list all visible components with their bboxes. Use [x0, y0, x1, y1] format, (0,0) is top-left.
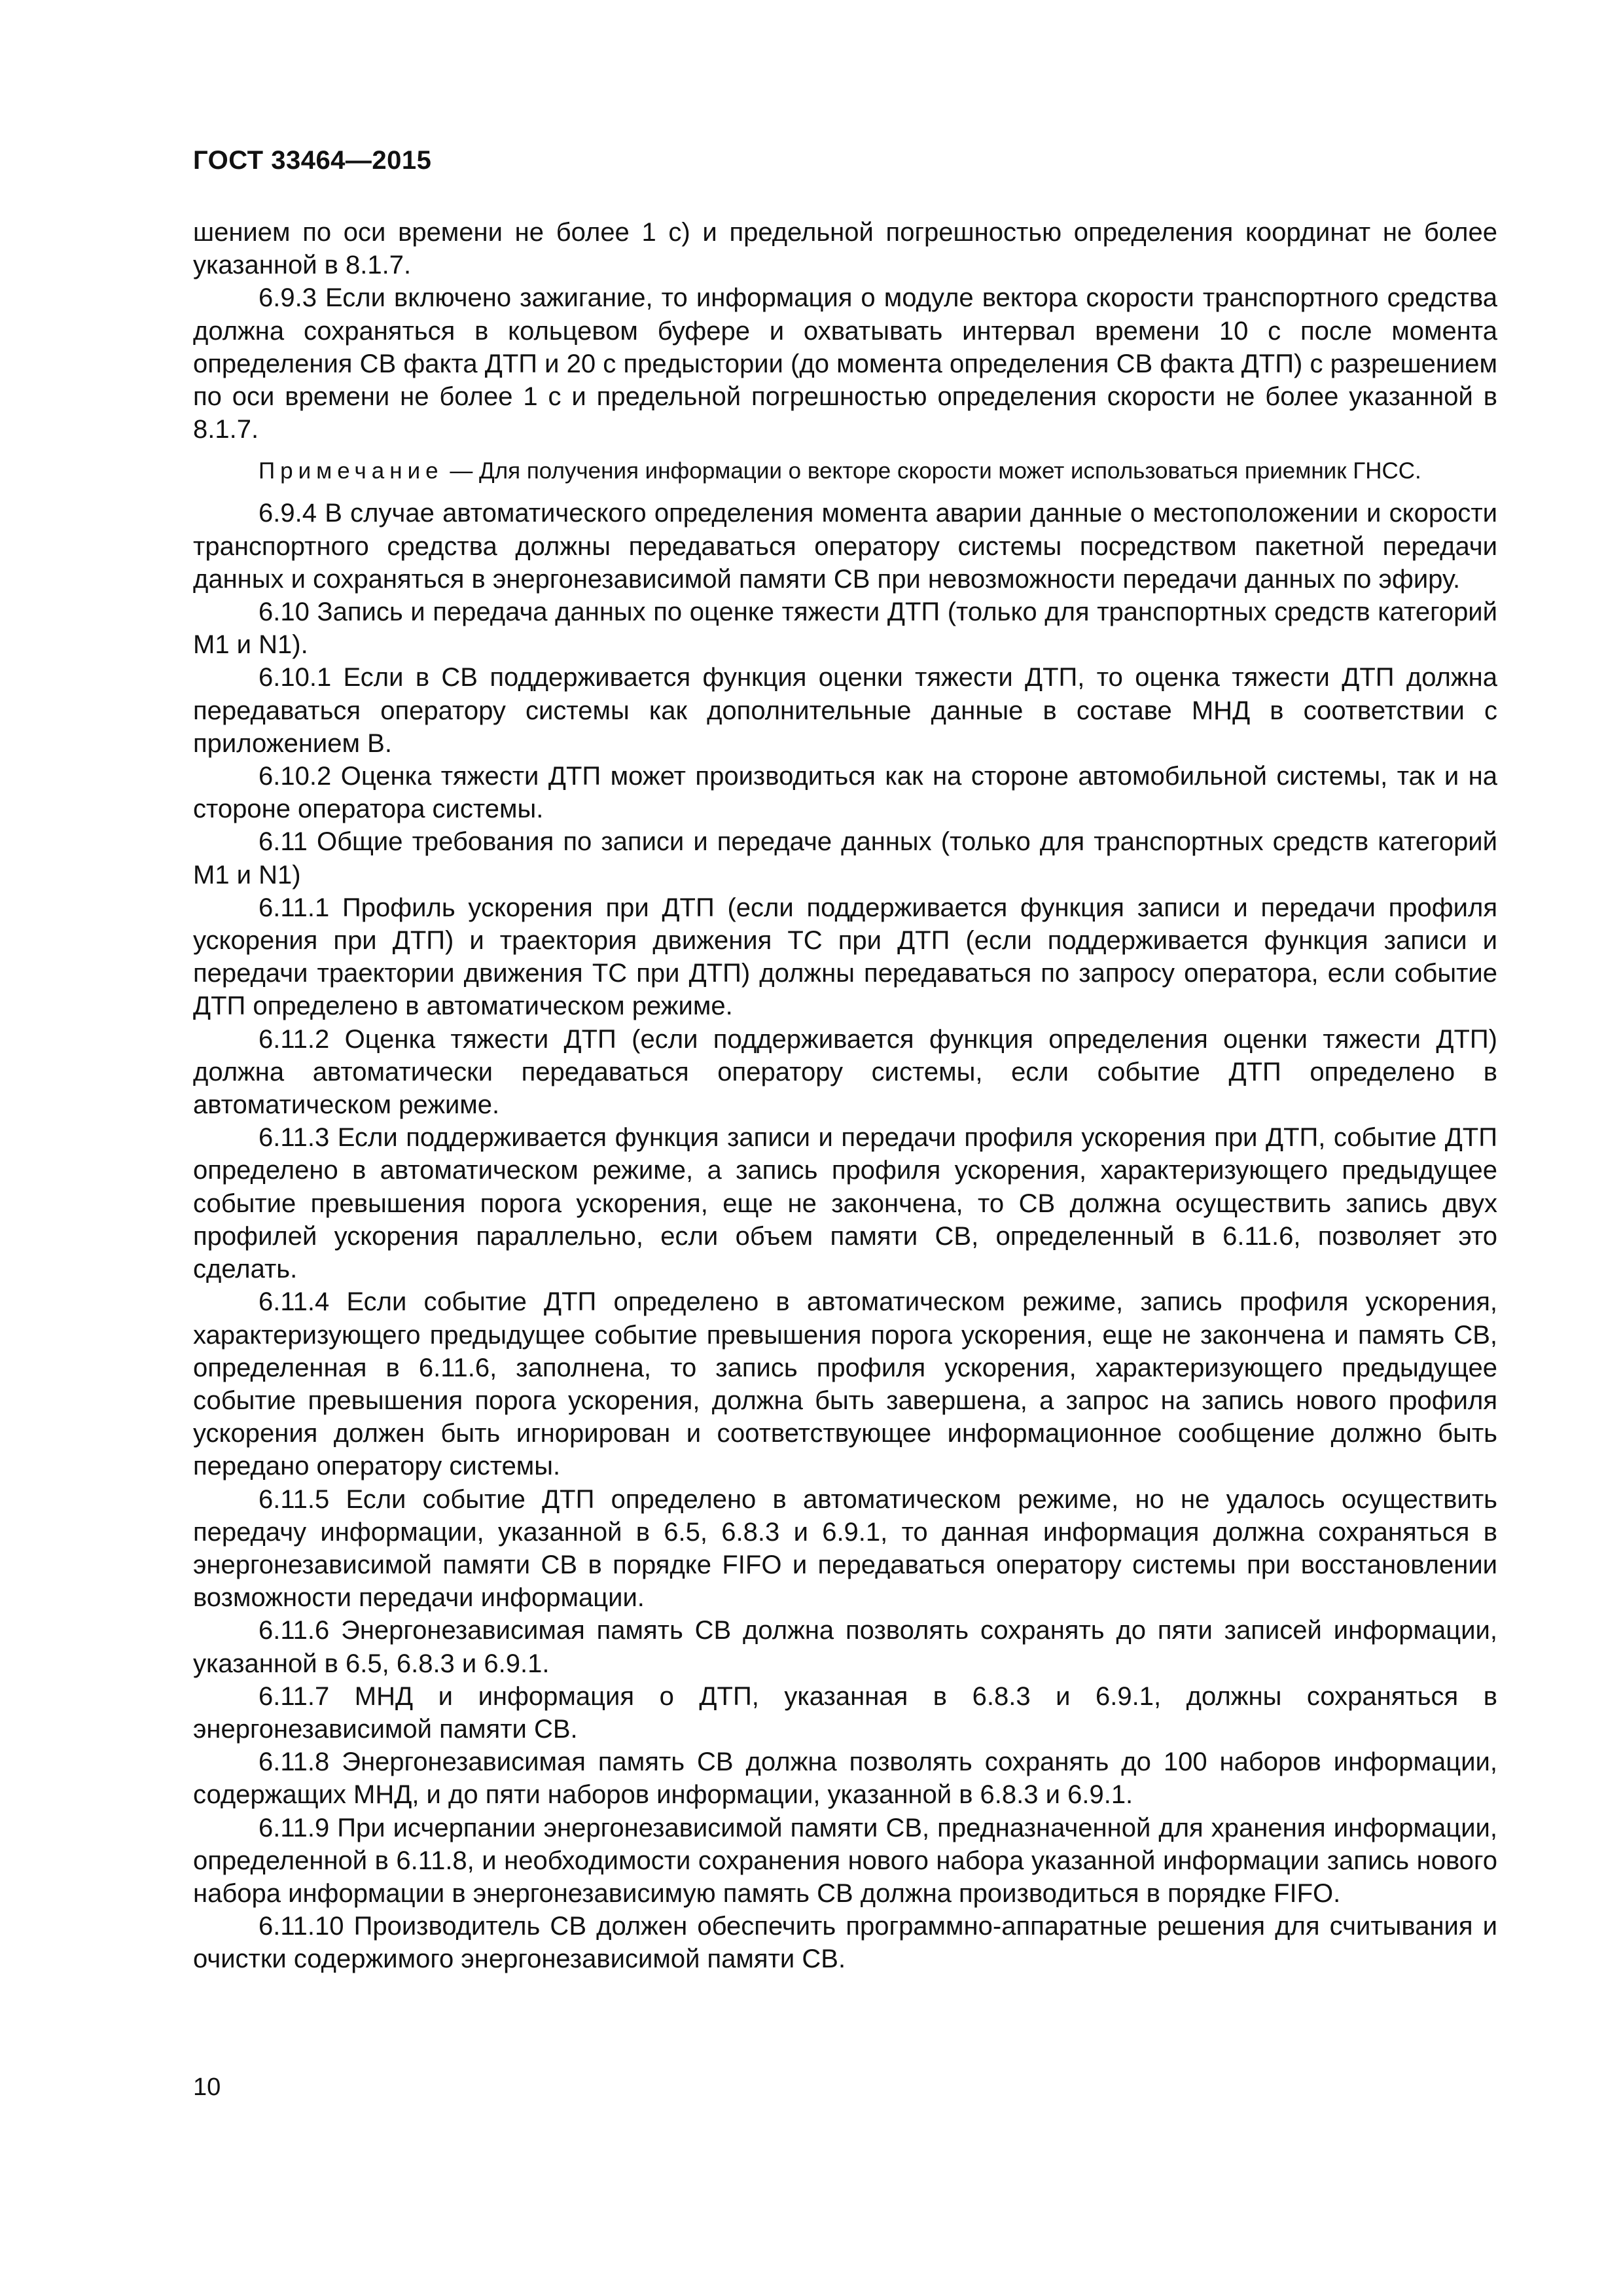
paragraph-6-11: 6.11 Общие требования по записи и передаче данных (только для транспортных средств категорий М1 и N1) — [193, 827, 1497, 889]
paragraph-6-11-8: 6.11.8 Энергонезависимая память СВ должна позволять сохранять до 100 наборов информации, содержащих МНД, и до пяти наборов информации, указанной в 6.8.3 и 6.9.1. — [193, 1748, 1497, 1810]
paragraph-6-11-1: 6.11.1 Профиль ускорения при ДТП (если поддерживается функция записи и передачи профиля ускорения при ДТП) и траектория движения ТС при ДТП (если поддерживается функция записи и передачи траектории движения ТС при ДТП) должны передаваться по запросу оператора, если событие ДТП определено в автоматическом режиме. — [193, 893, 1497, 1021]
paragraph-6-9-4: 6.9.4 В случае автоматического определения момента аварии данные о местоположении и скорости транспортного средства должны передаваться оператору системы посредством пакетной передачи данных и сохраняться в энергонезависимой памяти СВ при невозможности передачи данных по эфиру. — [193, 499, 1497, 594]
note-text: — Для получения информации о векторе скорости может использоваться приемник ГНСС. — [443, 458, 1421, 484]
note-label: Примечание — [259, 458, 444, 484]
paragraph-6-11-3: 6.11.3 Если поддерживается функция записи и передачи профиля ускорения при ДТП, событие ДТП определено в автоматическом режиме, а запись профиля ускорения, характеризующего предыдущее событие превышения порога ускорения, еще не закончена, то СВ должна осуществить запись двух профилей ускорения параллельно, если объем памяти СВ, определенный в 6.11.6, позволяет это сделать. — [193, 1123, 1497, 1284]
paragraph-6-11-4: 6.11.4 Если событие ДТП определено в автоматическом режиме, запись профиля ускорения, характеризующего предыдущее событие превышения порога ускорения, еще не закончена и память СВ, определенная в 6.11.6, заполнена, то запись профиля ускорения, характеризующего предыдущее событие превышения порога ускорения, должна быть завершена, а запрос на запись нового профиля ускорения должен быть игнорирован и соответствующее информационное сообщение должно быть передано оператору системы. — [193, 1287, 1497, 1481]
paragraph-6-10-2: 6.10.2 Оценка тяжести ДТП может производиться как на стороне автомобильной системы, так и на стороне оператора системы. — [193, 762, 1497, 824]
paragraph-6-11-5: 6.11.5 Если событие ДТП определено в автоматическом режиме, но не удалось осуществить передачу информации, указанной в 6.5, 6.8.3 и 6.9.1, то данная информация должна сохраняться в энергонезависимой памяти СВ в порядке FIFO и передаваться оператору системы при восстановлении возможности передачи информации. — [193, 1484, 1497, 1613]
paragraph-6-11-10: 6.11.10 Производитель СВ должен обеспечить программно-аппаратные решения для считывания и очистки содержимого энергонезависимой памяти СВ. — [193, 1912, 1497, 1974]
paragraph-6-10: 6.10 Запись и передача данных по оценке тяжести ДТП (только для транспортных средств категорий М1 и N1). — [193, 598, 1497, 660]
document-header: ГОСТ 33464—2015 — [193, 146, 432, 175]
page-number: 10 — [193, 2073, 221, 2101]
paragraph-6-10-1: 6.10.1 Если в СВ поддерживается функция оценки тяжести ДТП, то оценка тяжести ДТП должна передаваться оператору системы как дополнительные данные в составе МНД в соответствии с приложением В. — [193, 663, 1497, 758]
note-paragraph — [193, 455, 1497, 488]
paragraph-6-9-3: 6.9.3 Если включено зажигание, то информация о модуле вектора скорости транспортного средства должна сохраняться в кольцевом буфере и охватывать интервал времени 10 с после момента определения СВ факта ДТП и 20 с предыстории (до момента определения СВ факта ДТП) с разрешением по оси времени не более 1 с и предельной погрешностью определения скорости не более указанной в 8.1.7. — [193, 283, 1497, 444]
paragraph-6-11-9: 6.11.9 При исчерпании энергонезависимой памяти СВ, предназначенной для хранения информации, определенной в 6.11.8, и необходимости сохранения нового набора указанной информации запись нового набора информации в энергонезависимую память СВ должна производиться в порядке FIFO. — [193, 1813, 1497, 1908]
paragraph-continuation: шением по оси времени не более 1 с) и предельной погрешностью определения координат не более указанной в 8.1.7. — [193, 218, 1497, 280]
paragraph-6-11-6: 6.11.6 Энергонезависимая память СВ должна позволять сохранять до пяти записей информации, указанной в 6.5, 6.8.3 и 6.9.1. — [193, 1616, 1497, 1678]
document-body — [193, 216, 1497, 1976]
paragraph-6-11-2: 6.11.2 Оценка тяжести ДТП (если поддерживается функция определения оценки тяжести ДТП) должна автоматически передаваться оператору системы, если событие ДТП определено в автоматическом режиме. — [193, 1024, 1497, 1120]
paragraph-6-11-7: 6.11.7 МНД и информация о ДТП, указанная в 6.8.3 и 6.9.1, должны сохраняться в энергонезависимой памяти СВ. — [193, 1681, 1497, 1744]
